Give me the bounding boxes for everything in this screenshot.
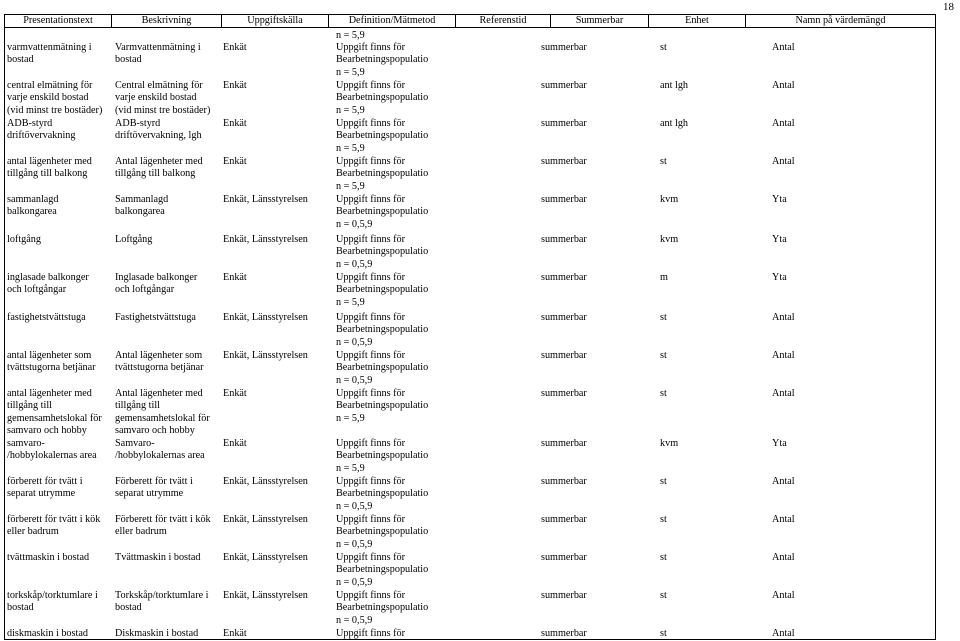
cell-line: Bearbetningspopulatio [336,284,429,296]
cell-summerbar: summerbar [541,628,587,639]
cell-line: eller badrum [7,526,59,538]
cell-uppgiftskalla: Enkät [223,42,247,53]
cell-line: n = 0,5,9 [336,538,373,550]
header-summerbar: Summerbar [551,15,649,27]
cell-definition [336,388,428,425]
cell-presentationstext [7,350,96,375]
cell-line: n = 0,5,9 [336,218,373,230]
cell-line: central elmätning för [7,80,93,91]
cell-line: n = 5,9 [336,104,365,116]
cell-line: Bearbetningspopulatio [336,450,429,462]
cell-definition [336,438,428,475]
cell-definition [336,272,428,309]
cell-beskrivning [115,552,200,564]
cell-line: fastighetstvättstuga [7,312,86,323]
header-namn-pa-vardemangd: Namn på värdemängd [795,15,886,26]
cell-beskrivning [115,156,203,181]
cell-summerbar: summerbar [541,514,587,525]
cell-line: driftövervakning [7,130,76,142]
cell-line: n = 0,5,9 [336,576,373,588]
cell-summerbar: summerbar [541,590,587,601]
cell-uppgiftskalla: Enkät [223,628,247,639]
cell-beskrivning [115,628,198,640]
cell-line: Bearbetningspopulatio [336,130,429,142]
cell-presentationstext [7,438,97,463]
cell-line: Inglasade balkonger [115,272,198,283]
cell-presentationstext [7,156,92,181]
cell-line: Uppgift finns för [336,590,406,601]
cell-varde: Antal [772,80,795,91]
cell-line: tillgång till [115,400,160,412]
cell-line: varje enskild bostad [115,92,197,104]
cell-line: Uppgift finns för [336,194,406,205]
cell-line: Antal lägenheter som [115,350,203,361]
cell-beskrivning [115,476,193,501]
cell-presentationstext [7,628,88,640]
cell-line: n = 0,5,9 [336,374,373,386]
cell-line: bostad [7,602,34,614]
cell-line: Central elmätning för [115,80,203,91]
cell-varde: Antal [772,590,795,601]
cell-line: bostad [115,602,142,614]
cell-beskrivning [115,312,196,324]
cell-definition [336,590,428,627]
cell-enhet: st [660,514,667,525]
cell-summerbar: summerbar [541,388,587,399]
cell-enhet: st [660,590,667,601]
cell-beskrivning [115,118,202,143]
cell-enhet: ant lgh [660,118,689,129]
cell-presentationstext [7,42,92,67]
cell-line: samvaro- [7,438,45,449]
cell-definition [336,80,428,117]
cell-enhet: st [660,476,667,487]
cell-uppgiftskalla: Enkät, Länsstyrelsen [223,234,308,245]
cell-varde: Antal [772,350,795,361]
cell-line: Uppgift finns för [336,156,406,167]
cell-varde: Antal [772,552,795,563]
cell-line: diskmaskin i bostad [7,628,88,639]
cell-line: Fastighetstvättstuga [115,312,196,323]
cell-line: varmvattenmätning i [7,42,92,53]
cell-line: Uppgift finns för [336,80,406,91]
cell-line: n = 0,5,9 [336,258,373,270]
cell-uppgiftskalla: Enkät [223,438,247,449]
cell-line: Bearbetningspopulatio [336,92,429,104]
header-beskrivning: Beskrivning [112,15,222,27]
cell-line: antal lägenheter med [7,388,92,399]
cell-line: Uppgift finns för [336,118,406,129]
cell-presentationstext [7,118,75,143]
cell-beskrivning [115,234,152,246]
cell-line: Uppgift finns för [336,628,406,639]
cell-line: antal lägenheter som [7,350,92,361]
cell-uppgiftskalla: Enkät, Länsstyrelsen [223,350,308,361]
cell-presentationstext [7,80,102,117]
cell-line: loftgång [7,234,41,245]
cell-line: separat utrymme [7,488,76,500]
cell-varde: Antal [772,42,795,53]
cell-definition [336,156,428,193]
cell-line: ADB-styrd [7,118,53,129]
header-enhet: Enhet [649,15,746,27]
cell-line: Uppgift finns för [336,552,406,563]
cell-uppgiftskalla: Enkät, Länsstyrelsen [223,312,308,323]
cell-summerbar: summerbar [541,156,587,167]
cell-definition [336,234,428,271]
cell-summerbar: summerbar [541,194,587,205]
cell-beskrivning [115,272,197,297]
cell-varde: Yta [772,194,787,205]
cell-beskrivning [115,194,168,219]
header-definition: Definition/Mätmetod [329,15,456,27]
cell-line: n = 5,9 [336,180,365,192]
cell-line: n = 5,9 [336,412,365,424]
cell-enhet: st [660,312,667,323]
cell-line: Varmvattenmätning i [115,42,201,53]
table-body [4,28,936,640]
cell-summerbar: summerbar [541,80,587,91]
cell-line: (vid minst tre bostäder) [7,104,103,116]
top-continuation-line: n = 5,9 [336,30,365,41]
cell-line: förberett för tvätt i [7,476,83,487]
cell-line: n = 0,5,9 [336,336,373,348]
cell-line: tvättstugorna betjänar [7,362,96,374]
cell-line: och loftgångar [115,284,175,296]
cell-line: Diskmaskin i bostad [115,628,199,639]
cell-line: Bearbetningspopulatio [336,246,429,258]
cell-uppgiftskalla: Enkät, Länsstyrelsen [223,514,308,525]
cell-beskrivning [115,514,211,539]
cell-varde: Yta [772,438,787,449]
cell-line: Uppgift finns för [336,476,406,487]
cell-line: Bearbetningspopulatio [336,324,429,336]
cell-varde: Yta [772,234,787,245]
cell-presentationstext [7,388,102,438]
cell-line: (vid minst tre bostäder) [115,104,211,116]
cell-line: Uppgift finns för [336,438,406,449]
cell-varde: Antal [772,476,795,487]
cell-presentationstext [7,272,89,297]
cell-line: Loftgång [115,234,153,245]
cell-line: bostad [7,54,34,66]
cell-line: n = 5,9 [336,66,365,78]
cell-line: n = 5,9 [336,296,365,308]
cell-line: tillgång till balkong [7,168,88,180]
header-referenstid: Referenstid [456,15,551,27]
cell-varde: Antal [772,118,795,129]
cell-varde: Antal [772,388,795,399]
cell-uppgiftskalla: Enkät, Länsstyrelsen [223,476,308,487]
cell-uppgiftskalla: Enkät [223,156,247,167]
cell-beskrivning [115,590,209,615]
cell-line: balkongarea [7,206,57,218]
cell-uppgiftskalla: Enkät, Länsstyrelsen [223,552,308,563]
cell-enhet: st [660,350,667,361]
cell-line: Uppgift finns för [336,350,406,361]
cell-definition [336,194,428,231]
cell-line: Bearbetningspopulatio [336,206,429,218]
cell-beskrivning [115,42,201,67]
cell-beskrivning [115,388,210,438]
cell-definition [336,42,428,79]
cell-line: Bearbetningspopulatio [336,488,429,500]
cell-definition [336,476,428,513]
header-uppgiftskalla: Uppgiftskälla [222,15,329,27]
cell-line: och loftgångar [7,284,67,296]
cell-summerbar: summerbar [541,438,587,449]
cell-enhet: m [660,272,668,283]
page-number: 18 [943,1,954,13]
cell-line: sammanlagd [7,194,59,205]
cell-line: tillgång till balkong [115,168,196,180]
cell-varde: Antal [772,156,795,167]
cell-enhet: st [660,552,667,563]
cell-line: förberett för tvätt i kök [7,514,101,525]
cell-uppgiftskalla: Enkät [223,388,247,399]
cell-summerbar: summerbar [541,350,587,361]
cell-line: Bearbetningspopulatio [336,168,429,180]
cell-line: Uppgift finns för [336,312,406,323]
cell-enhet: kvm [660,234,679,245]
cell-presentationstext [7,234,41,246]
cell-line: Förberett för tvätt i [115,476,193,487]
cell-definition [336,552,428,589]
cell-line: Bearbetningspopulatio [336,564,429,576]
cell-line: tvättstugorna betjänar [115,362,204,374]
cell-line: /hobbylokalernas area [115,450,205,462]
cell-enhet: ant lgh [660,80,689,91]
cell-enhet: kvm [660,194,679,205]
cell-line: tvättmaskin i bostad [7,552,90,563]
cell-varde: Antal [772,628,795,639]
cell-summerbar: summerbar [541,312,587,323]
cell-definition [336,118,428,155]
cell-line: Uppgift finns för [336,42,406,53]
cell-varde: Antal [772,312,795,323]
cell-line: tillgång till [7,400,52,412]
cell-uppgiftskalla: Enkät, Länsstyrelsen [223,194,308,205]
cell-enhet: st [660,42,667,53]
cell-presentationstext [7,312,86,324]
header-presentationstext: Presentationstext [5,15,112,27]
cell-line: Bearbetningspopulatio [336,362,429,374]
table-header [4,14,936,28]
cell-line: Bearbetningspopulatio [336,602,429,614]
cell-line: Uppgift finns för [336,234,406,245]
cell-line: Bearbetningspopulatio [336,400,429,412]
cell-line: balkongarea [115,206,165,218]
cell-line: Antal lägenheter med [115,388,203,399]
cell-line: Uppgift finns för [336,388,406,399]
cell-definition [336,312,428,349]
cell-line: Antal lägenheter med [115,156,203,167]
cell-uppgiftskalla: Enkät [223,80,247,91]
cell-summerbar: summerbar [541,234,587,245]
cell-beskrivning [115,350,204,375]
cell-uppgiftskalla: Enkät [223,118,247,129]
cell-uppgiftskalla: Enkät, Länsstyrelsen [223,590,308,601]
cell-line: n = 0,5,9 [336,614,373,626]
cell-varde: Yta [772,272,787,283]
cell-line: samvaro och hobby [7,425,87,437]
cell-line: n = 0,5,9 [336,500,373,512]
cell-line: Uppgift finns för [336,272,406,283]
cell-definition [336,628,405,640]
cell-line: n = 5,9 [336,142,365,154]
cell-line: varje enskild bostad [7,92,89,104]
cell-line: samvaro och hobby [115,425,195,437]
cell-summerbar: summerbar [541,552,587,563]
cell-line: Torkskåp/torktumlare i [115,590,209,601]
cell-definition [336,514,428,551]
cell-line: bostad [115,54,142,66]
cell-line: torkskåp/torktumlare i [7,590,98,601]
cell-line: Samvaro- [115,438,155,449]
cell-line: separat utrymme [115,488,184,500]
cell-uppgiftskalla: Enkät [223,272,247,283]
cell-line: antal lägenheter med [7,156,92,167]
cell-line: gemensamhetslokal för [7,412,102,424]
cell-presentationstext [7,590,98,615]
cell-varde: Antal [772,514,795,525]
cell-line: Förberett för tvätt i kök [115,514,211,525]
cell-presentationstext [7,194,59,219]
cell-line: /hobbylokalernas area [7,450,97,462]
cell-line: Tvättmaskin i bostad [115,552,201,563]
cell-line: Bearbetningspopulatio [336,526,429,538]
cell-line: ADB-styrd [115,118,161,129]
cell-enhet: st [660,388,667,399]
cell-enhet: kvm [660,438,679,449]
cell-presentationstext [7,514,100,539]
cell-line: inglasade balkonger [7,272,89,283]
cell-enhet: st [660,156,667,167]
cell-presentationstext [7,476,83,501]
cell-line: driftövervakning, lgh [115,130,202,142]
cell-summerbar: summerbar [541,42,587,53]
cell-line: gemensamhetslokal för [115,412,210,424]
cell-enhet: st [660,628,667,639]
cell-beskrivning [115,80,210,117]
cell-line: Bearbetningspopulatio [336,54,429,66]
cell-beskrivning [115,438,205,463]
cell-presentationstext [7,552,89,564]
cell-summerbar: summerbar [541,118,587,129]
cell-line: eller badrum [115,526,167,538]
cell-line: Sammanlagd [115,194,169,205]
cell-summerbar: summerbar [541,272,587,283]
cell-line: Uppgift finns för [336,514,406,525]
cell-line: n = 5,9 [336,462,365,474]
cell-definition [336,350,428,387]
cell-summerbar: summerbar [541,476,587,487]
